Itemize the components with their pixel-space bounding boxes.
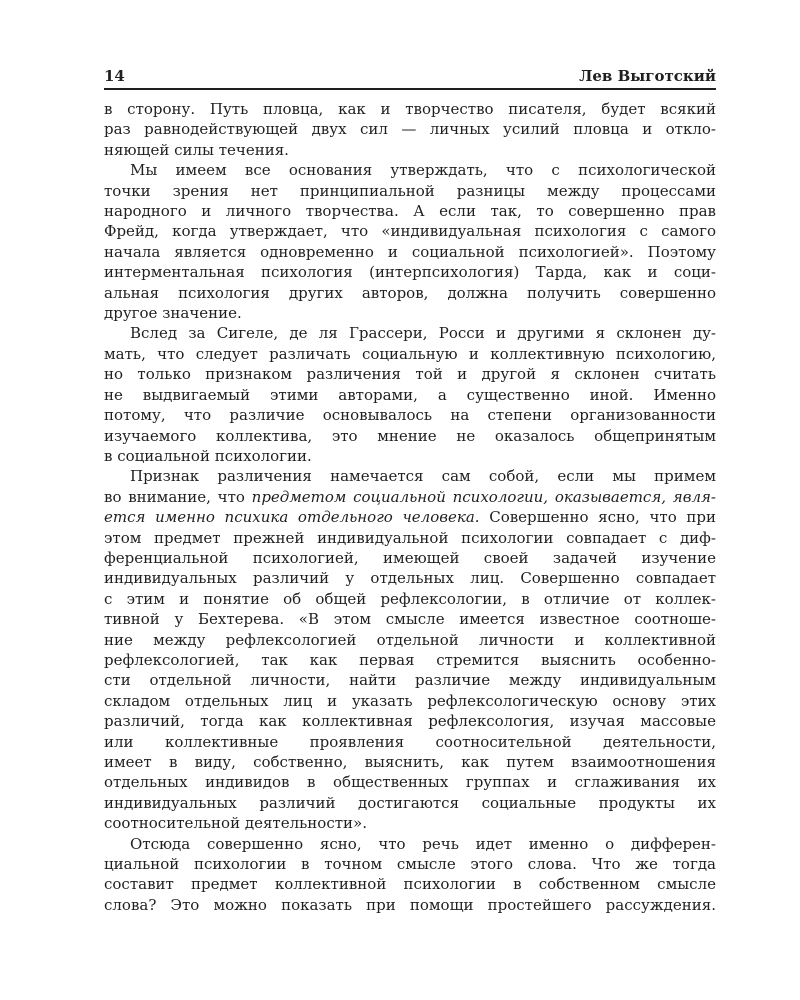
text-line [104, 548, 716, 568]
text-run: ференциальной психологией, имеющей своей задачей изучение [104, 548, 716, 567]
text-line [104, 507, 716, 527]
text-line [104, 528, 716, 548]
text-run: ние между рефлексологией отдельной личности и коллективной [104, 630, 716, 649]
text-line [104, 650, 716, 670]
text-line [104, 630, 716, 650]
text-line [104, 221, 716, 241]
paragraph [104, 99, 716, 160]
text-line [104, 874, 716, 894]
text-run: складом отдельных лиц и указать рефлексологическую основу этих [104, 691, 716, 710]
text-run: мать, что следует различать социальную и коллективную психологию, [104, 344, 716, 363]
text-run: потому, что различие основывалось на степени организованности [104, 406, 716, 425]
text-run: Отсюда совершенно ясно, что речь идет именно о дифферен- [130, 834, 716, 853]
text-run: изучаемого коллектива, это мнение не оказалось общепринятым [104, 426, 716, 445]
text-run: этом предмет прежней индивидуальной психологии совпадает с диф- [104, 528, 716, 547]
paragraph [104, 834, 716, 916]
running-title: Лев Выготский [579, 67, 716, 85]
text-run: начала является одновременно и социальной психологией». Поэтому [104, 242, 716, 261]
body-text [104, 99, 716, 915]
text-line [104, 895, 716, 915]
text-line [104, 813, 716, 833]
text-run: другое значение. [104, 304, 242, 323]
text-run: в социальной психологии. [104, 446, 312, 465]
text-line [104, 589, 716, 609]
text-run: индивидуальных различий у отдельных лиц. Совершенно совпадает [104, 569, 716, 588]
text-run: Признак различения намечается сам собой, если мы примем [130, 467, 716, 486]
text-line [104, 854, 716, 874]
text-run: няющей силы течения. [104, 140, 289, 159]
text-line [104, 323, 716, 343]
text-line [104, 426, 716, 446]
text-line [104, 242, 716, 262]
text-line [104, 140, 716, 160]
text-run: интерментальная психология (интерпсихология) Тарда, как и соци- [104, 263, 716, 282]
text-run: соотносительной деятельности». [104, 814, 367, 833]
text-line [104, 568, 716, 588]
text-line [104, 670, 716, 690]
page-number: 14 [104, 67, 125, 85]
text-line [104, 772, 716, 792]
text-run: Вслед за Сигеле, де ля Грассери, Росси и другими я склонен ду- [130, 324, 716, 343]
text-run: в сторону. Путь пловца, как и творчество писателя, будет всякий [104, 100, 716, 118]
text-run: сти отдельной личности, найти различие между индивидуальным [104, 671, 716, 690]
text-run: индивидуальных различий достигаются социальные продукты их [104, 793, 716, 812]
text-run: слова? Это можно показать при помощи простейшего рассуждения. [104, 895, 716, 914]
text-line [104, 283, 716, 303]
text-line [104, 119, 716, 139]
text-line [104, 834, 716, 854]
text-line [104, 160, 716, 180]
text-run: или коллективные проявления соотносительной деятельности, [104, 732, 716, 751]
text-run: различий, тогда как коллективная рефлексология, изучая массовые [104, 712, 716, 731]
text-line [104, 466, 716, 486]
text-line [104, 385, 716, 405]
emphasized-text: предметом социальной психологии, оказывается, явля- [251, 487, 716, 506]
text-line [104, 405, 716, 425]
text-run: Совершенно ясно, что при [479, 508, 716, 527]
text-run: не выдвигаемый этими авторами, а существенно иной. Именно [104, 385, 716, 404]
text-line [104, 446, 716, 466]
text-run: народного и личного творчества. А если так, то совершенно прав [104, 202, 716, 221]
text-run: отдельных индивидов в общественных группах и сглаживания их [104, 773, 716, 792]
text-run: альная психология других авторов, должна получить совершенно [104, 283, 716, 302]
text-run: раз равнодействующей двух сил — личных усилий пловца и откло- [104, 120, 716, 139]
text-line [104, 262, 716, 282]
text-run: точки зрения нет принципиальной разницы между процессами [104, 181, 716, 200]
paragraph [104, 466, 716, 833]
header-rule [104, 88, 716, 90]
text-line [104, 752, 716, 772]
emphasized-text: ется именно психика отдельного человека. [104, 508, 480, 527]
text-run: с этим и понятие об общей рефлексологии, в отличие от коллек- [104, 589, 716, 608]
text-run: составит предмет коллективной психологии в собственном смысле [104, 875, 716, 894]
page-content [104, 66, 716, 915]
text-line [104, 732, 716, 752]
paragraph [104, 160, 716, 323]
text-line [104, 364, 716, 384]
text-run: имеет в виду, собственно, выяснить, как путем взаимоотношения [104, 753, 716, 771]
text-run: но только признаком различения той и другой я склонен считать [104, 365, 716, 384]
text-run: Фрейд, когда утверждает, что «индивидуальная психология с самого [104, 222, 716, 241]
text-run: циальной психологии в точном смысле этого слова. Что же тогда [104, 855, 716, 874]
text-line [104, 303, 716, 323]
text-line [104, 691, 716, 711]
text-line [104, 181, 716, 201]
text-line [104, 609, 716, 629]
text-run: во внимание, что [104, 487, 252, 506]
text-line [104, 344, 716, 364]
paragraph [104, 323, 716, 466]
text-line [104, 711, 716, 731]
text-run: рефлексологией, так как первая стремится выяснить особенно- [104, 650, 716, 669]
page-header [104, 66, 716, 86]
text-run: Мы имеем все основания утверждать, что с психологической [130, 161, 716, 180]
text-line [104, 793, 716, 813]
text-line [104, 99, 716, 119]
text-line [104, 487, 716, 507]
text-line [104, 201, 716, 221]
text-run: тивной у Бехтерева. «В этом смысле имеется известное соотноше- [104, 610, 716, 629]
